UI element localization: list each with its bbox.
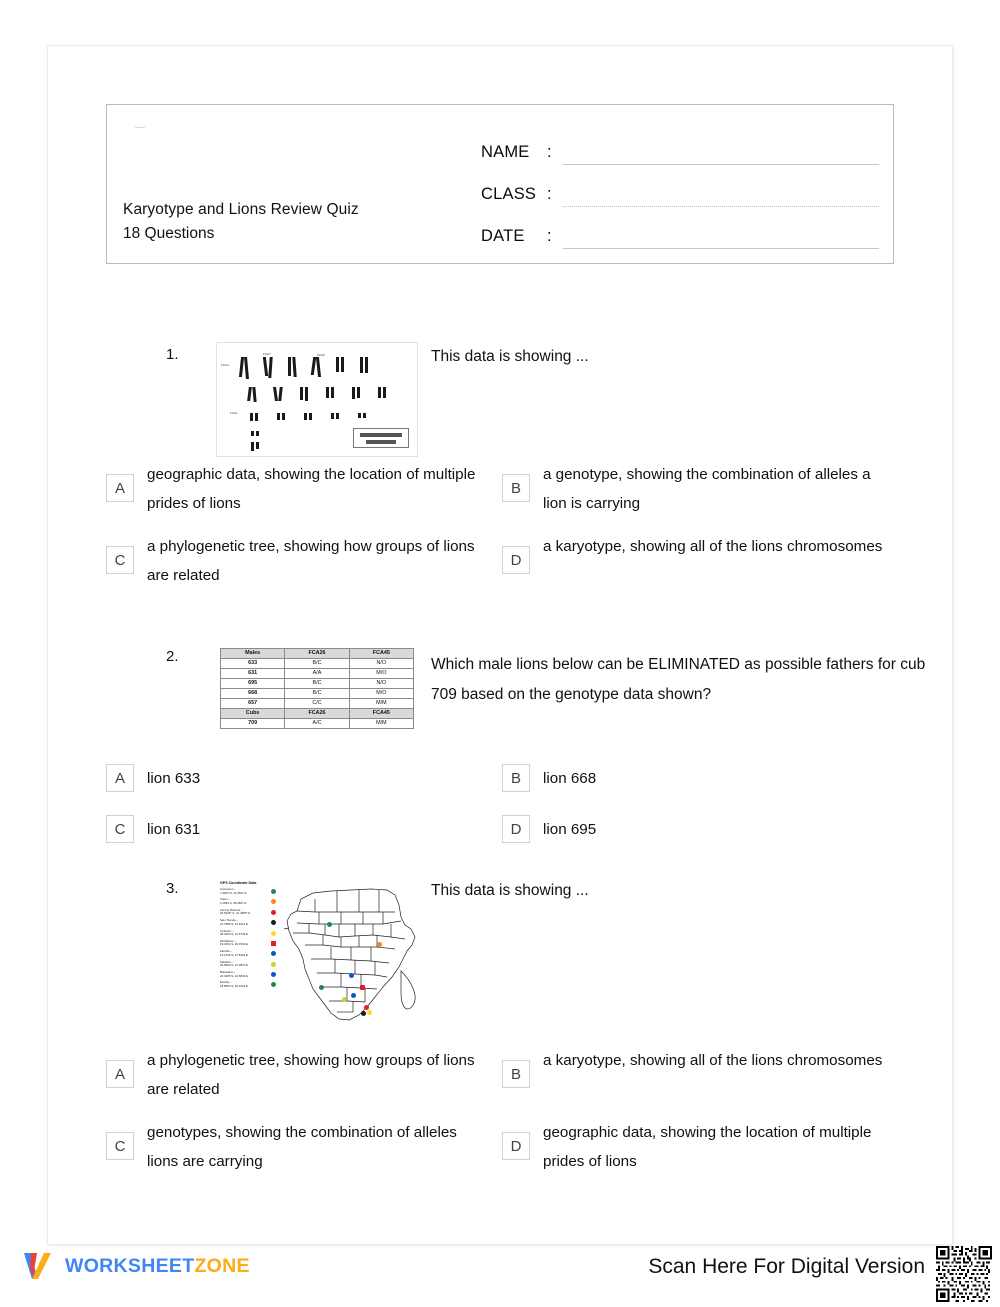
legend-item [220,961,276,968]
option-d-letter: D [502,1132,530,1160]
col-header-fca45: FCA45 [349,649,413,659]
worksheet-page [47,45,953,1245]
date-input[interactable] [563,227,879,249]
option-b-text: a genotype, showing the combination of alleles a lion is carrying [543,466,871,512]
legend-color-dot [271,920,276,925]
question-1-option-b[interactable] [502,460,902,518]
cell-male-id: 695 [221,679,285,689]
cell-fca26: A/A [285,669,349,679]
logo-text-secondary: ZONE [194,1254,250,1277]
legend-item [220,919,276,926]
col-header-fca26: FCA26 [285,649,349,659]
legend-name: Selo Tsondo – [220,918,239,923]
legend-coords: 7.3697 N, 12.3547 E [220,890,247,895]
genotype-data-table [220,648,414,729]
legend-color-dot [271,962,276,967]
legend-coords: 18.8554 S, 16.3293 E [220,983,248,988]
legend-color-dot [271,982,276,987]
cell-male-id: 668 [221,689,285,699]
name-field-label: NAME [481,143,530,161]
legend-item [220,971,276,978]
question-1-option-c[interactable] [106,532,496,590]
legend-color-dot [271,931,276,936]
header-title-group [123,198,473,246]
option-b-text: lion 668 [543,770,597,787]
question-1-option-a[interactable] [106,460,496,518]
option-c-text: a phylogenetic tree, showing how groups of lions are related [147,538,475,584]
question-3-number: 3. [166,880,179,897]
africa-map-outline [279,881,425,1031]
class-field-label: CLASS [481,185,537,203]
legend-coords: 19.0154 S, 29.1549 E [220,942,248,947]
worksheet-header-box [106,104,894,264]
cell-male-id: 657 [221,699,285,709]
map-marker-selo-tsondo [361,1011,366,1016]
class-field-row [481,165,879,207]
question-3-option-b[interactable] [502,1046,902,1088]
question-2-option-c[interactable] [106,815,496,844]
map-marker-zambia [349,973,354,978]
legend-color-dot [271,899,276,904]
legend-coords: 24.7885 S, 31.4914 E [220,921,248,926]
legend-item [220,981,276,988]
map-marker-tsavo [377,942,382,947]
africa-svg [279,881,425,1031]
legend-name: Kalahari – [220,959,234,964]
class-field-colon: : [547,185,552,203]
question-3-option-c[interactable] [106,1118,496,1176]
option-a-text: geographic data, showing the location of multiple prides of lions [147,466,476,512]
date-field-label: DATE [481,227,525,245]
col-header-cub-fca26: FCA26 [285,709,349,719]
map-marker-etosha [319,985,324,990]
option-a-text: a phylogenetic tree, showing how groups of lions are related [147,1052,475,1098]
cell-fca45: M/O [349,689,413,699]
option-c-letter: C [106,1132,134,1160]
question-1-number: 1. [166,346,179,363]
page-title: Karyotype and Lions Review Quiz [123,200,359,218]
question-1-options [106,460,906,585]
question-2-option-a[interactable] [106,764,496,793]
option-d-text: a karyotype, showing all of the lions chromosomes [543,538,883,555]
cell-male-id: 631 [221,669,285,679]
col-header-cubs: Cubs [221,709,285,719]
option-d-letter: D [502,815,530,843]
table-row [221,699,414,709]
option-d-letter: D [502,546,530,574]
cell-male-id: 633 [221,659,285,669]
legend-title: GPS Coordinate Data [220,881,257,885]
question-3-prompt: This data is showing ... [431,882,589,899]
question-1-prompt: This data is showing ... [431,348,589,365]
legend-color-dot [271,910,276,915]
name-input[interactable] [563,143,879,165]
question-2 [106,644,926,849]
option-d-text: lion 695 [543,821,597,838]
cell-cub-fca26: A/C [285,719,349,729]
question-3-options [106,1046,906,1171]
table-row [221,679,414,689]
cell-fca26: C/C [285,699,349,709]
legend-coords: 13.1339 S, 27.8493 E [220,952,248,957]
cell-cub-fca45: M/M [349,719,413,729]
option-d-text: geographic data, showing the location of multiple prides of lions [543,1124,872,1170]
map-marker-cameroon [327,922,332,927]
legend-name: Tsavo – [220,897,230,902]
table-subheader-row [221,709,414,719]
scan-instruction-text: Scan Here For Digital Version [648,1255,925,1278]
legend-coords: 26.5225° S, 31.4659° E [220,911,251,916]
legend-coords: 22.3285 S, 24.6849 E [220,973,248,978]
genotype-table-image [216,644,423,732]
legend-name: Zimbabwe – [220,938,236,943]
page-footer [0,1243,1000,1294]
map-marker-umfolozi [367,1010,372,1015]
table-row [221,689,414,699]
question-3-option-d[interactable] [502,1118,902,1176]
africa-map-image [216,876,428,1034]
date-field-row [481,207,879,249]
legend-name: Ferrnie Roberts – [220,907,243,912]
legend-coords: 25.5800 S, 21.0837 E [220,963,248,968]
legend-item [220,950,276,957]
option-b-letter: B [502,764,530,792]
question-1-option-d[interactable] [502,532,902,574]
legend-item [220,940,276,947]
question-count: 18 Questions [123,224,215,242]
option-b-text: a karyotype, showing all of the lions chromosomes [543,1052,883,1069]
col-header-cub-fca45: FCA45 [349,709,413,719]
option-c-letter: C [106,546,134,574]
option-a-letter: A [106,764,134,792]
legend-name: Zambia – [220,949,233,954]
legend-color-marker [271,941,276,946]
cell-fca45: M/O [349,669,413,679]
question-2-options [106,744,906,849]
legend-coords: 2.1833 S, 38.4567 E [220,900,247,905]
question-2-option-b[interactable] [502,764,902,793]
option-b-letter: B [502,474,530,502]
option-c-text: lion 631 [147,821,201,838]
karyotype-caption-box [353,428,409,448]
map-legend [220,881,276,992]
option-c-text: genotypes, showing the combination of alleles lions are carrying [147,1124,457,1170]
legend-name: Etosha – [220,980,232,985]
map-marker-kalahari [342,997,347,1002]
legend-name: Botswana – [220,970,236,974]
cell-cub-id: 709 [221,719,285,729]
question-3-option-a[interactable] [106,1046,496,1104]
question-2-number: 2. [166,648,179,665]
student-info-fields [481,123,879,253]
name-field-colon: : [547,143,552,161]
legend-name: Umfolozi – [220,928,234,933]
karyotype-image: FCA4 FCA7 FCA9 FCA1 [216,342,418,457]
option-c-letter: C [106,815,134,843]
legend-color-dot [271,951,276,956]
logo-text-primary: WORKSHEET [65,1254,195,1277]
table-header-row [221,649,414,659]
legend-item [220,898,276,905]
cell-fca26: B/C [285,659,349,669]
cell-fca45: N/O [349,659,413,669]
map-marker-zimbabwe [360,985,365,990]
map-marker-botswana [351,993,356,998]
legend-item [220,909,276,916]
cell-fca45: M/M [349,699,413,709]
table-row [221,659,414,669]
option-a-letter: A [106,1060,134,1088]
cell-fca26: B/C [285,679,349,689]
option-a-letter: A [106,474,134,502]
legend-item [220,888,276,895]
option-b-letter: B [502,1060,530,1088]
legend-item [220,930,276,937]
question-3 [106,876,906,1171]
table-row [221,669,414,679]
header-tick-mark [135,127,145,128]
option-a-text: lion 633 [147,770,201,787]
question-2-prompt: Which male lions below can be ELIMINATED as possible fathers for cub 709 based on the genotype data shown? [431,656,926,703]
cell-fca26: B/C [285,689,349,699]
legend-coords: 28.3400 S, 31.5743 E [220,932,248,937]
name-field-row [481,123,879,165]
logo-w-icon [22,1251,56,1281]
worksheetzone-logo[interactable] [22,1251,250,1281]
col-header-males: Males [221,649,285,659]
class-input[interactable] [563,185,879,207]
question-2-option-d[interactable] [502,815,902,844]
legend-name: Cameroon – [220,887,236,891]
cell-fca45: N/O [349,679,413,689]
legend-color-dot [271,972,276,977]
date-field-colon: : [547,227,552,245]
question-1 [106,342,906,585]
legend-color-dot [271,889,276,894]
table-row [221,719,414,729]
